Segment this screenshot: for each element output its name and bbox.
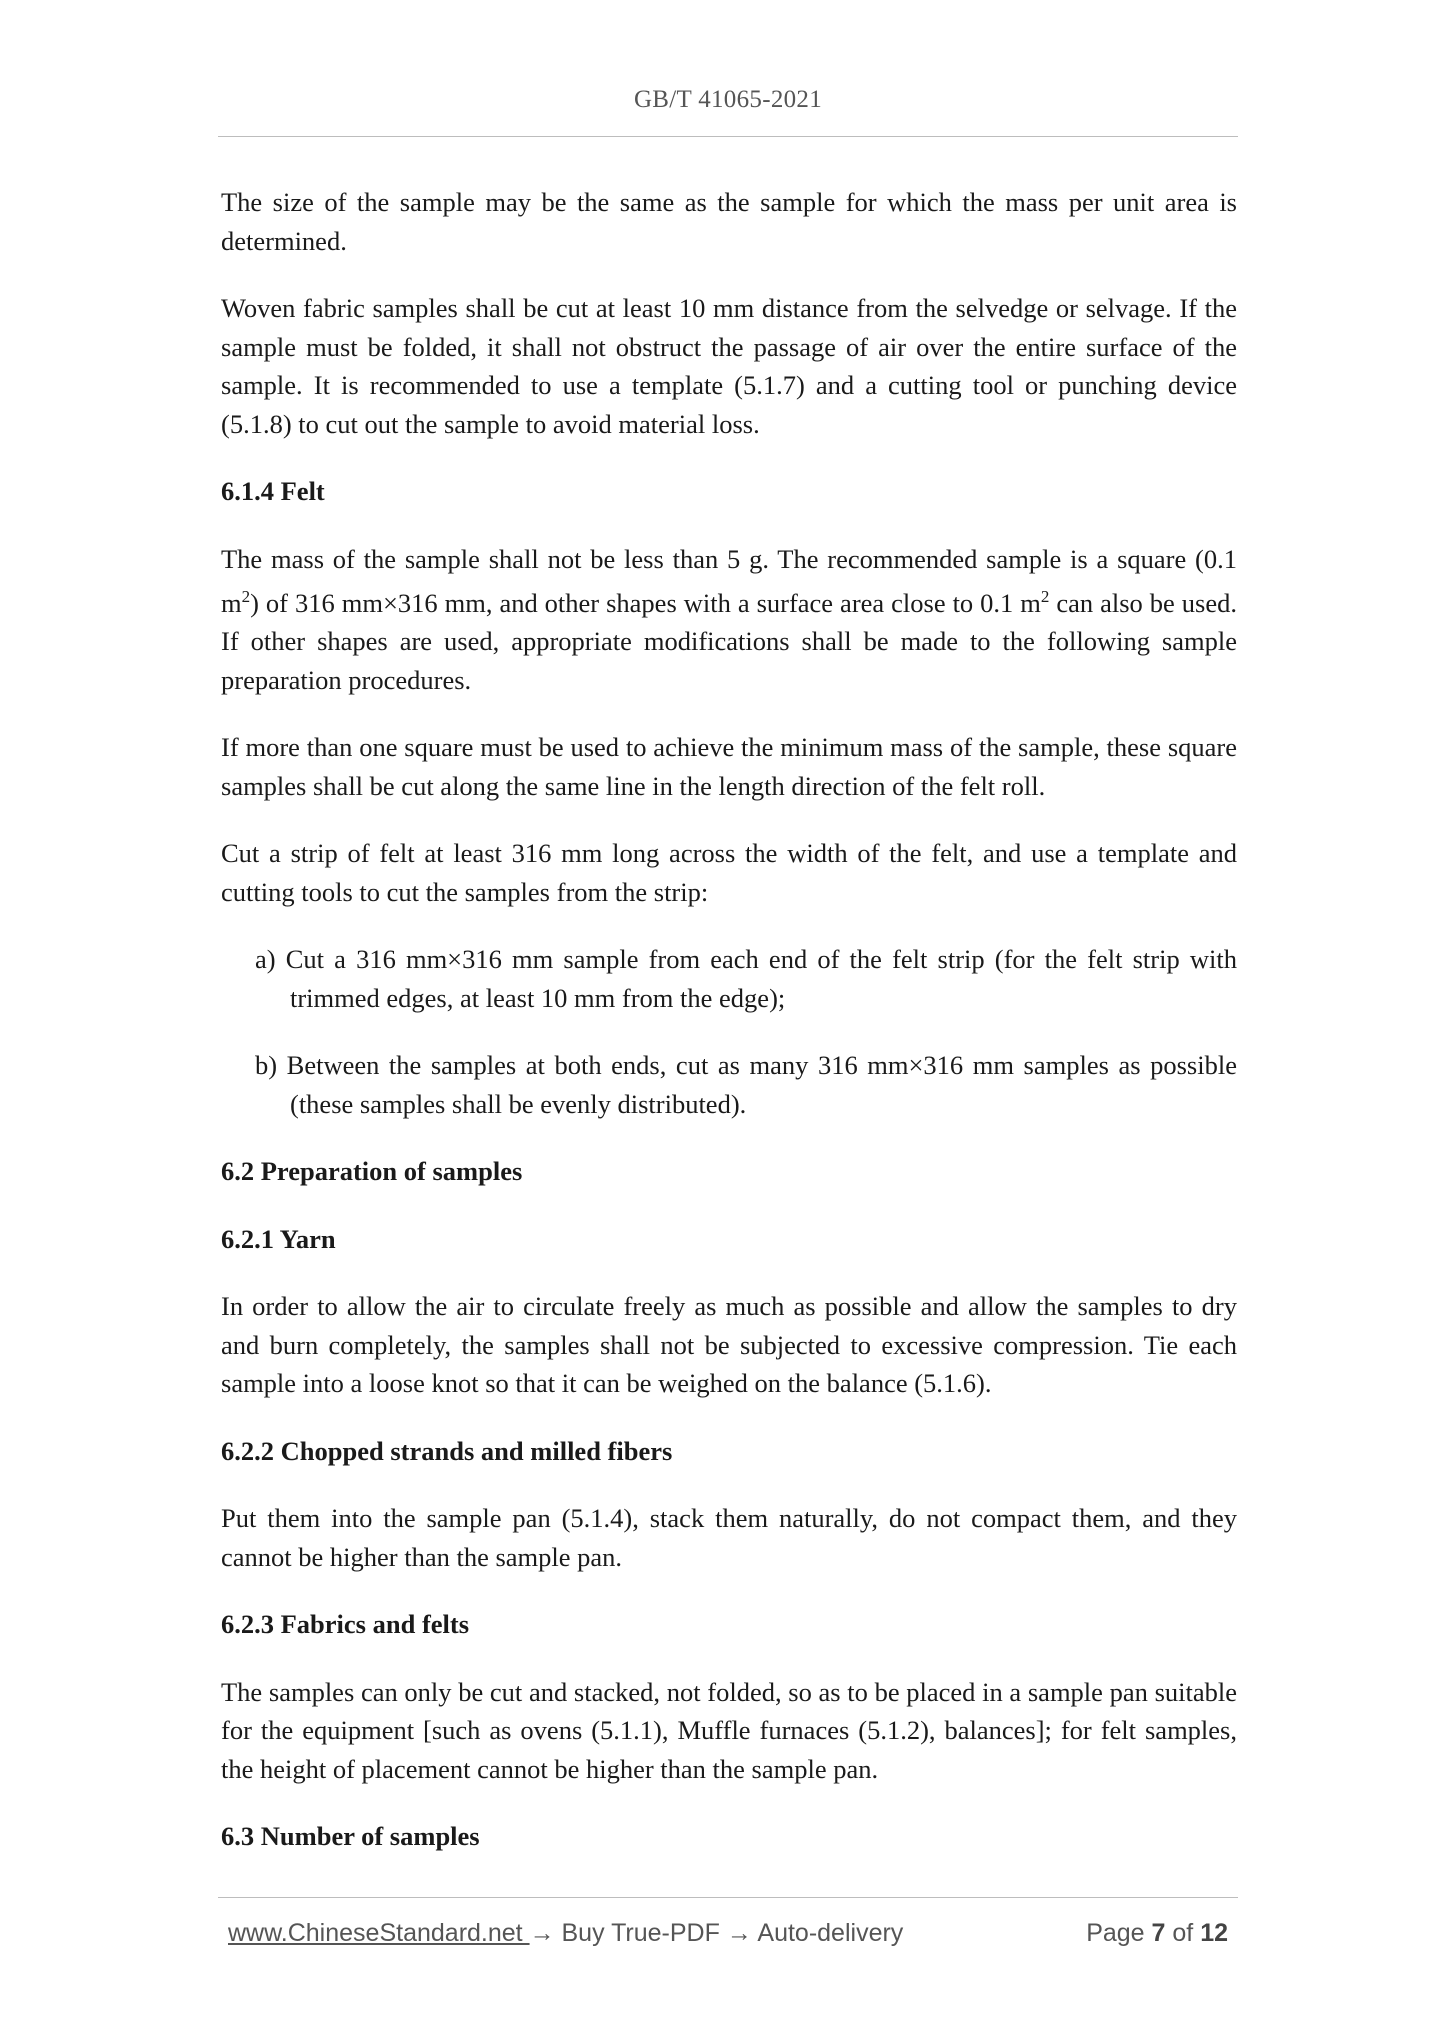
- footer-promo: [228, 1919, 903, 1948]
- page-indicator: [1086, 1919, 1228, 1948]
- list-item-b: b) Between the samples at both ends, cut as many 316 mm×316 mm samples as possible (these samples shall be evenly distributed).: [255, 1050, 1237, 1119]
- paragraph-woven-fabric: Woven fabric samples shall be cut at least 10 mm distance from the selvedge or selvage. If the sample must be folded, it shall not obstruct the passage of air over the entire surface of the sample. It is recommended to use a template (5.1.7) and a cutting tool or punching device (5.1.8) to cut out the sample to avoid material loss.: [221, 293, 1237, 439]
- heading-6-1-4-felt: 6.1.4 Felt: [221, 476, 325, 506]
- footer-divider: [218, 1897, 1238, 1898]
- paragraph-fabrics-felts: The samples can only be cut and stacked, not folded, so as to be placed in a sample pan suitable for the equipment [such as ovens (5.1.1), Muffle furnaces (5.1.2), balances]; for felt samples, the height of placement cannot be higher than the sample pan.: [221, 1676, 1237, 1784]
- superscript-square: 2: [1040, 587, 1050, 606]
- paragraph-chopped-strands: Put them into the sample pan (5.1.4), stack them naturally, do not compact them, and they cannot be higher than the sample pan.: [221, 1503, 1237, 1572]
- felt-mass-text-2: ) of 316 mm×316 mm, and other shapes with a surface area close to 0.1 m: [250, 587, 1041, 618]
- page-of-label: of: [1165, 1919, 1201, 1947]
- paragraph-yarn: In order to allow the air to circulate freely as much as possible and allow the samples to dry and burn completely, the samples shall not be subjected to excessive compression. Tie each sample into a loose knot so that it can be weighed on the balance (5.1.6).: [221, 1291, 1237, 1399]
- page-current: 7: [1151, 1919, 1166, 1947]
- auto-delivery-text: Auto-delivery: [751, 1919, 904, 1947]
- page-footer: [228, 1919, 1228, 1959]
- paragraph-cut-strip: Cut a strip of felt at least 316 mm long across the width of the felt, and use a template and cutting tools to cut the samples from the strip:: [221, 838, 1237, 907]
- felt-mass-text-1: The mass of the sample shall not be less than 5 g. The recommended sample is a square (0.1 m: [221, 543, 1237, 618]
- felt-mass-text-3: can also be used. If other shapes are used, appropriate modifications shall be made to the following sample preparation procedures.: [221, 587, 1237, 695]
- heading-6-2-preparation: 6.2 Preparation of samples: [221, 1156, 523, 1187]
- standard-number: GB/T 41065-2021: [633, 86, 823, 113]
- paragraph-sample-size: The size of the sample may be the same as the sample for which the mass per unit area is determined.: [221, 187, 1237, 256]
- buy-pdf-text: Buy True-PDF: [554, 1919, 727, 1947]
- header-divider: [218, 136, 1238, 137]
- list-item-a: a) Cut a 316 mm×316 mm sample from each end of the felt strip (for the felt strip with trimmed edges, at least 10 mm from the edge);: [255, 944, 1237, 1013]
- paragraph-multiple-squares: If more than one square must be used to achieve the minimum mass of the sample, these square samples shall be cut along the same line in the length direction of the felt roll.: [221, 732, 1237, 801]
- paragraph-felt-mass: [221, 540, 1237, 700]
- heading-6-2-3-fabrics-felts: 6.2.3 Fabrics and felts: [221, 1609, 470, 1640]
- heading-6-3-number-of-samples: 6.3 Number of samples: [221, 1821, 480, 1852]
- arrow-right-icon: →: [529, 1919, 555, 1947]
- heading-6-2-2-chopped-strands: 6.2.2 Chopped strands and milled fibers: [221, 1435, 673, 1466]
- heading-6-2-1-yarn: 6.2.1 Yarn: [221, 1223, 336, 1254]
- superscript-square: 2: [241, 587, 251, 606]
- document-header: [218, 86, 1238, 114]
- arrow-right-icon: →: [726, 1919, 752, 1947]
- document-body: [221, 183, 1237, 1885]
- website-link[interactable]: www.ChineseStandard.net: [228, 1919, 530, 1947]
- page-total: 12: [1200, 1919, 1228, 1947]
- page-label: Page: [1086, 1919, 1152, 1947]
